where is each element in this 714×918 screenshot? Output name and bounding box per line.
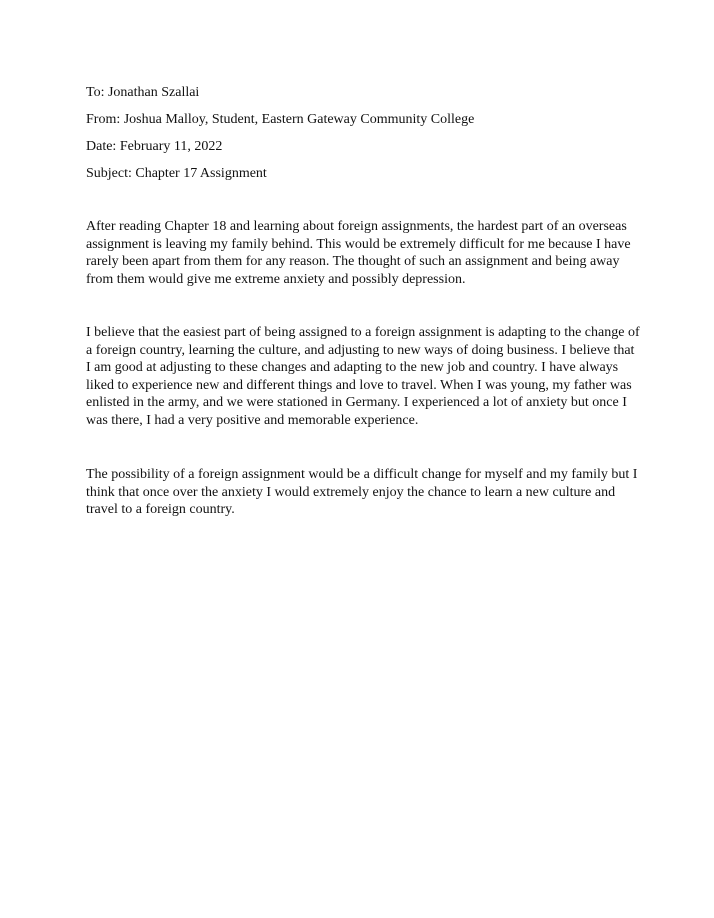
memo-to-line: To: Jonathan Szallai [86, 85, 200, 100]
body-paragraph-1: After reading Chapter 18 and learning about foreign assignments, the hardest part of an overseas assignment is leaving my family behind. This would be extremely difficult for me because I have rarely been apart from them for any reason. The thought of such an assignment and being away from them would give me extreme anxiety and possibly depression. [86, 219, 631, 287]
body-paragraph-3: The possibility of a foreign assignment would be a difficult change for myself and my family but I think that once over the anxiety I would extremely enjoy the chance to learn a new culture and travel to a foreign country. [86, 467, 638, 518]
body-paragraph-2: I believe that the easiest part of being assigned to a foreign assignment is adapting to the change of a foreign country, learning the culture, and adjusting to new ways of doing business. I believe that I am good at adjusting to these changes and adapting to the new job and country. I have always liked to experience new and different things and love to travel. When I was young, my father was enlisted in the army, and we were stationed in Germany. I experienced a lot of anxiety but once I was there, I had a very positive and memorable experience. [86, 325, 640, 428]
memo-subject-line: Subject: Chapter 17 Assignment [86, 166, 267, 181]
memo-from-line: From: Joshua Malloy, Student, Eastern Gateway Community College [86, 112, 475, 127]
memo-date-line: Date: February 11, 2022 [86, 139, 223, 154]
memo-header [86, 84, 646, 192]
